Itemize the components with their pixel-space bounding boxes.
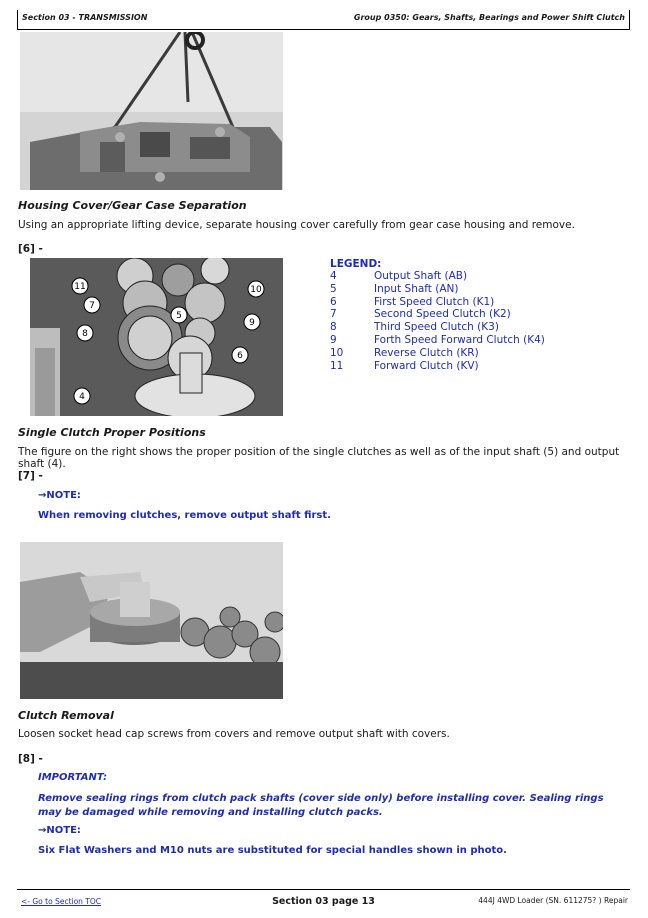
legend-title: LEGEND: (330, 258, 382, 270)
note-1-label: →NOTE: (38, 490, 81, 501)
callout-7-text: 7 (89, 301, 95, 311)
clutch-removal-text: Loosen socket head cap screws from covers and remove output shaft with covers. (18, 728, 450, 740)
clutch-removal-photo (20, 542, 283, 699)
callout-10 (248, 281, 264, 297)
note-2-text: Six Flat Washers and M10 nuts are substituted for special handles shown in photo. (38, 845, 507, 856)
legend-item: 7 Second Speed Clutch (K2) (330, 308, 511, 321)
callout-4-text: 4 (79, 392, 85, 402)
step-7-label: [7] - (18, 470, 43, 482)
callout-11-text: 11 (74, 282, 86, 292)
clutch-removal-heading: Clutch Removal (18, 709, 114, 722)
important-label: IMPORTANT: (38, 772, 108, 783)
callout-10-text: 10 (250, 285, 262, 295)
step-6-label: [6] - (18, 243, 43, 255)
callout-9-text: 9 (249, 318, 255, 328)
step-8-label: [8] - (18, 753, 43, 765)
legend (330, 258, 545, 372)
callout-6-text: 6 (237, 351, 243, 361)
callout-9 (244, 314, 260, 330)
legend-item: 9 Forth Speed Forward Clutch (K4) (330, 333, 545, 346)
callout-8 (77, 325, 93, 341)
important-text: Remove sealing rings from clutch pack shafts (cover side only) before installing cover. Sealing rings may be damaged while removing and installing clutch packs. (38, 793, 604, 818)
housing-lift-photo (20, 32, 283, 190)
legend-item: 8 Third Speed Clutch (K3) (330, 321, 499, 334)
clutch-positions-photo (30, 258, 283, 416)
page-header (17, 10, 630, 30)
page-number: Section 03 page 13 (272, 896, 375, 907)
legend-item: 4 Output Shaft (AB) (330, 270, 468, 282)
group-title: Group 0350: Gears, Shafts, Bearings and Power Shift Clutch (353, 13, 625, 22)
model-info: 444J 4WD Loader (SN. 611275? ) Repair (478, 896, 628, 905)
callout-11 (72, 278, 88, 294)
legend-item: 10 Reverse Clutch (KR) (330, 346, 479, 359)
callout-5-text: 5 (176, 311, 182, 321)
legend-item: 11 Forward Clutch (KV) (330, 359, 479, 372)
note-2-label: →NOTE: (38, 825, 81, 836)
section-title: Section 03 - TRANSMISSION (22, 13, 148, 22)
clutch-positions-text: The figure on the right shows the proper position of the single clutches as well as of the input shaft (5) and output shaft (4). (18, 446, 620, 470)
callout-6 (232, 347, 248, 363)
note-1-text: When removing clutches, remove output shaft first. (38, 510, 331, 521)
housing-separation-heading: Housing Cover/Gear Case Separation (18, 199, 247, 212)
section-toc-link[interactable]: <- Go to Section TOC (21, 897, 102, 906)
callout-5 (171, 307, 187, 323)
callout-8-text: 8 (82, 329, 88, 339)
callout-4 (74, 388, 90, 404)
legend-item: 5 Input Shaft (AN) (330, 282, 459, 295)
callout-7 (84, 297, 100, 313)
housing-separation-text: Using an appropriate lifting device, separate housing cover carefully from gear case housing and remove. (18, 219, 575, 231)
legend-item: 6 First Speed Clutch (K1) (330, 295, 495, 308)
page-footer (17, 889, 630, 909)
clutch-positions-heading: Single Clutch Proper Positions (18, 426, 206, 439)
